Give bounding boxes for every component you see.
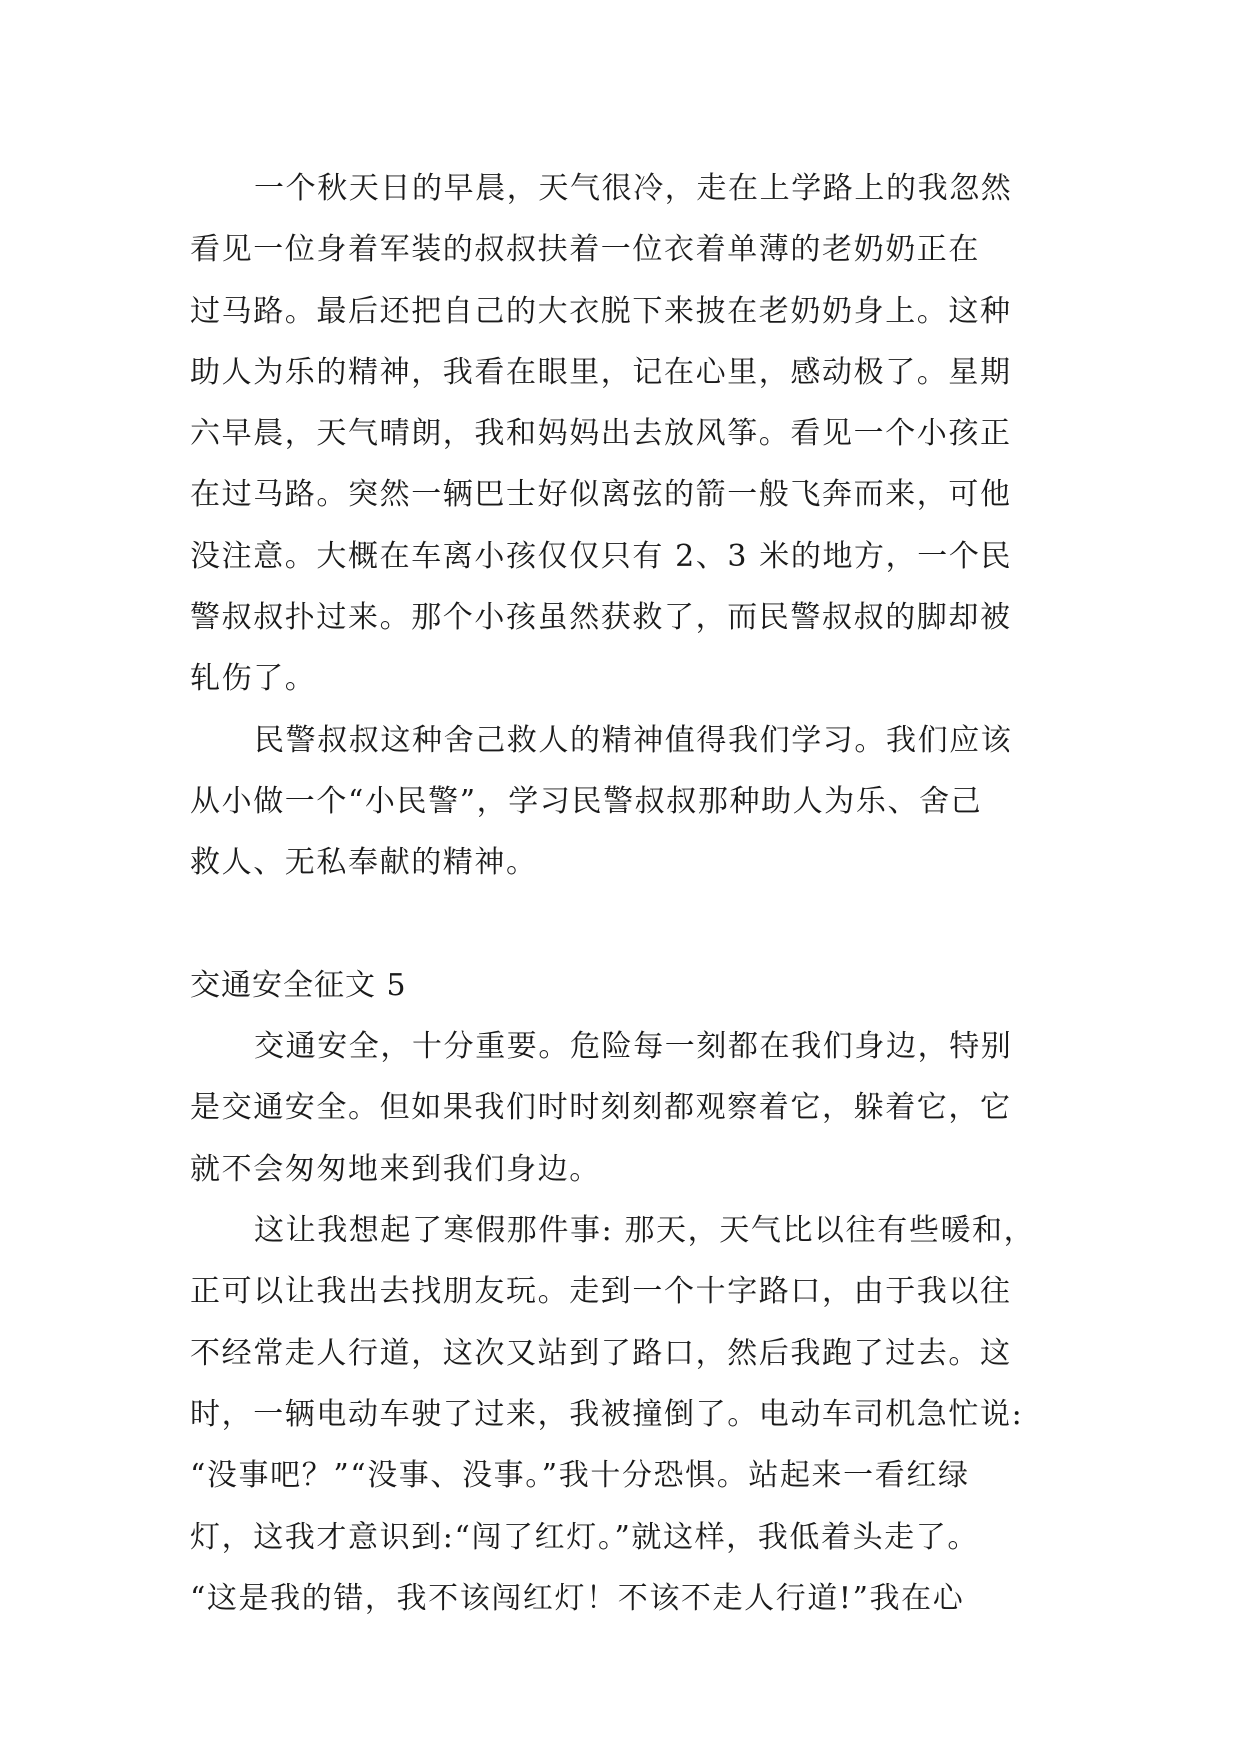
text-line: 过马路。最后还把自己的大衣脱下来披在老奶奶身上。这种 — [190, 293, 1012, 329]
text-line: 警叔叔扑过来。那个小孩虽然获救了，而民警叔叔的脚却被 — [190, 600, 1012, 636]
text-line: 就不会匆匆地来到我们身边。 — [190, 1151, 601, 1187]
text-line: 不经常走人行道，这次又站到了路口，然后我跑了过去。这 — [190, 1335, 1012, 1371]
section-spacer — [190, 894, 1050, 955]
text-line: 看见一位身着军装的叔叔扶着一位衣着单薄的老奶奶正在 — [190, 232, 980, 268]
text-line: 是交通安全。但如果我们时时刻刻都观察着它，躲着它，它 — [190, 1090, 1012, 1126]
text-line: 轧伤了。 — [190, 661, 317, 697]
text-line: “没事吧？”“没事、没事。”我十分恐惧。站起来一看红绿 — [190, 1458, 970, 1494]
paragraph-helper-story — [190, 158, 1050, 710]
text-line: 从小做一个“小民警”，学习民警叔叔那种助人为乐、舍己 — [190, 783, 983, 819]
section-title: 交通安全征文 5 — [190, 967, 407, 1003]
paragraph-police-spirit — [190, 710, 1050, 894]
text-line: 民警叔叔这种舍己救人的精神值得我们学习。我们应该 — [254, 722, 1013, 758]
document-body — [190, 158, 1050, 1629]
text-line: 这让我想起了寒假那件事: 那天，天气比以往有些暖和， — [254, 1213, 1036, 1249]
text-line: 灯，这我才意识到:“闯了红灯。”就这样，我低着头走了。 — [190, 1519, 979, 1555]
text-line: 交通安全，十分重要。危险每一刻都在我们身边，特别 — [254, 1029, 1013, 1065]
text-line: 救人、无私奉献的精神。 — [190, 845, 538, 881]
paragraph-traffic-safety — [190, 1016, 1050, 1200]
text-line: 时，一辆电动车驶了过来，我被撞倒了。电动车司机急忙说: — [190, 1396, 1024, 1432]
text-line: 正可以让我出去找朋友玩。走到一个十字路口，由于我以往 — [190, 1274, 1012, 1310]
text-line: 一个秋天日的早晨，天气很冷，走在上学路上的我忽然 — [254, 171, 1013, 206]
text-line: 没注意。大概在车离小孩仅仅只有 2、3 米的地方，一个民 — [190, 538, 1013, 574]
text-line: 六早晨，天气晴朗，我和妈妈出去放风筝。看见一个小孩正 — [190, 416, 1012, 452]
text-line: 在过马路。突然一辆巴士好似离弦的箭一般飞奔而来，可他 — [190, 477, 1012, 513]
paragraph-winter-story — [190, 1200, 1050, 1629]
text-line: 助人为乐的精神，我看在眼里，记在心里，感动极了。星期 — [190, 354, 1012, 390]
text-line: “这是我的错，我不该闯红灯！不该不走人行道!”我在心 — [190, 1580, 965, 1616]
